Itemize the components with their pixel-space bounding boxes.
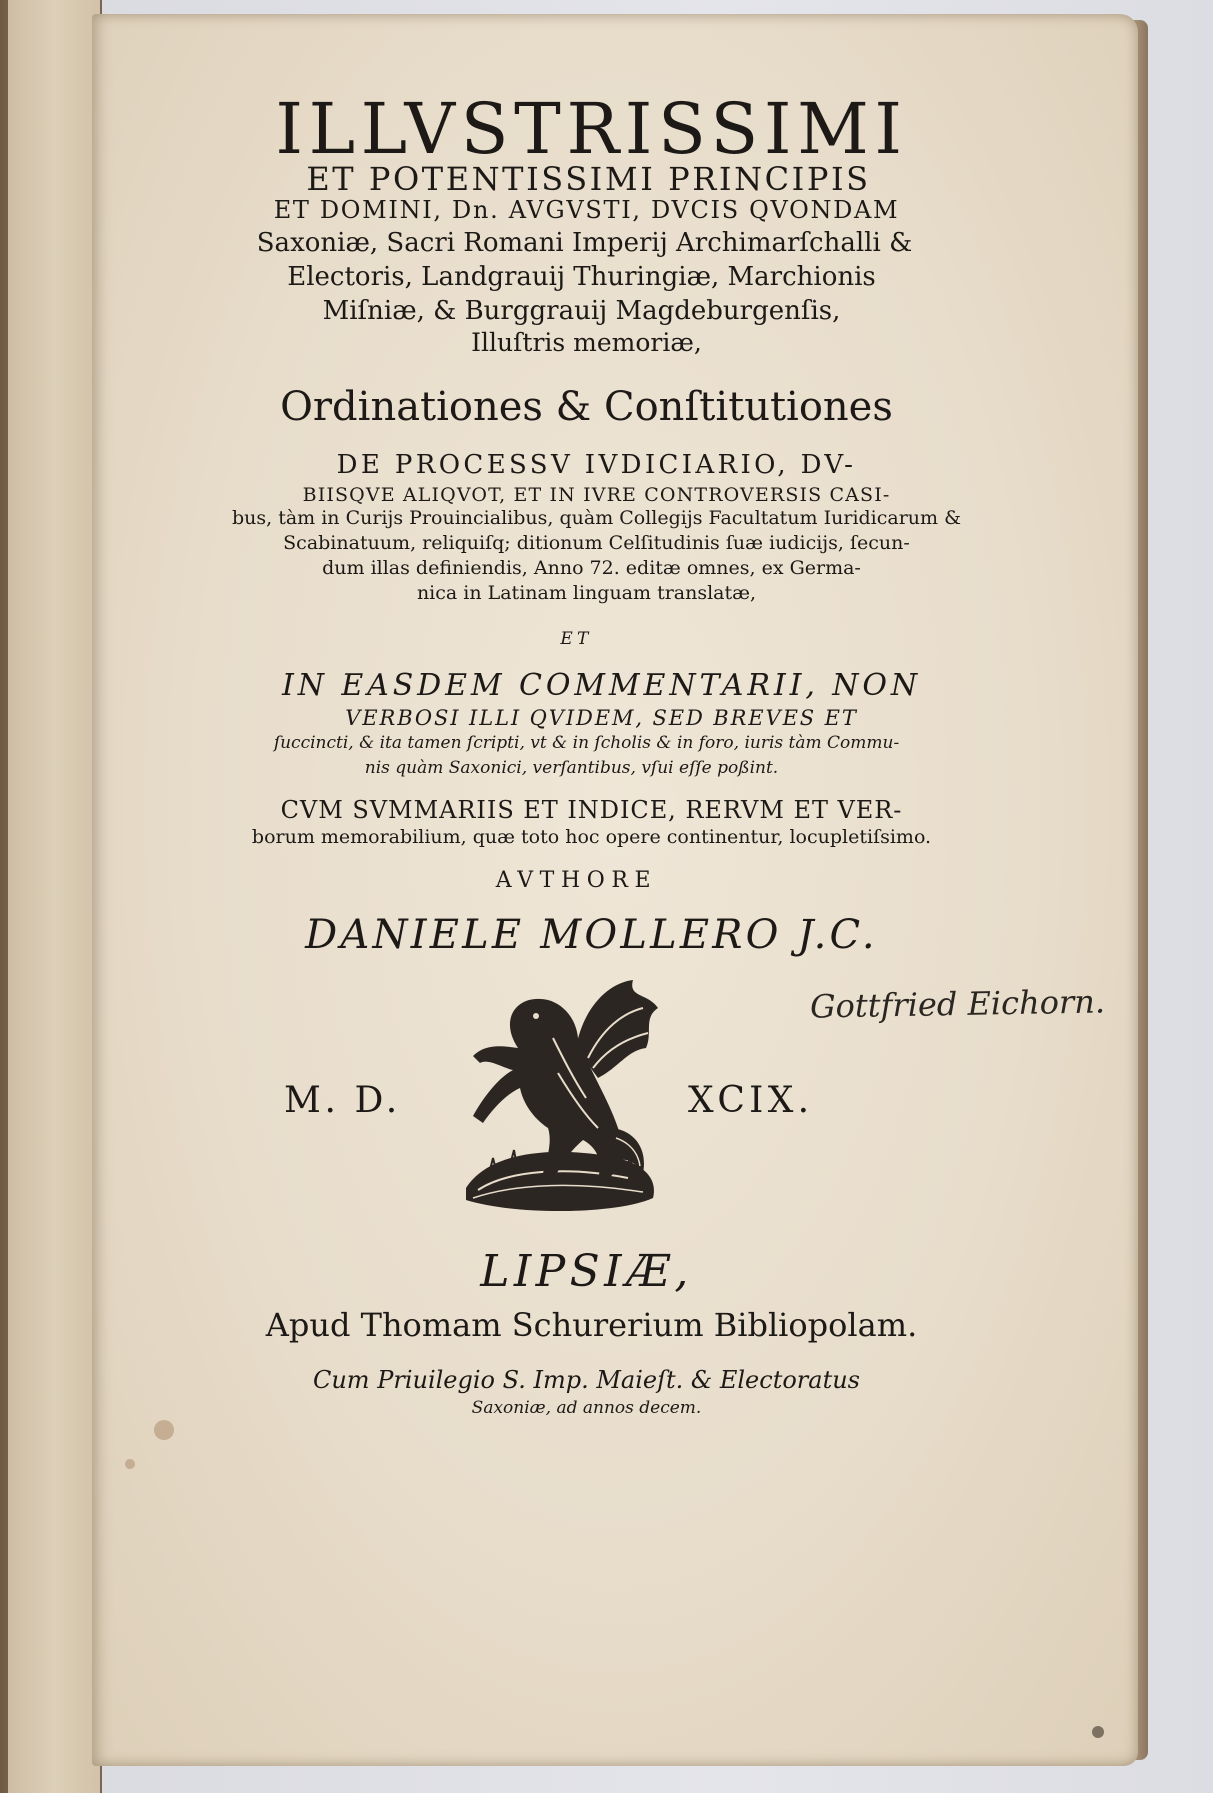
- description-line-5: dum illas definiendis, Anno 72. editæ omnes, ex Germa-: [322, 557, 861, 579]
- place-of-printing: LIPSIÆ,: [480, 1246, 693, 1297]
- title-line-5: Electoris, Landgrauij Thuringiæ, Marchionis: [287, 262, 876, 292]
- printer-line: Apud Thomam Schurerium Bibliopolam.: [265, 1306, 918, 1344]
- title-line-2: ET POTENTISSIMI PRINCIPIS: [306, 160, 871, 198]
- title-line-3: ET DOMINI, Dn. AVGVSTI, DVCIS QVONDAM: [273, 196, 900, 224]
- pegasus-emblem-icon: [458, 978, 664, 1230]
- description-line-6: nica in Latinam linguam translatæ,: [416, 582, 757, 604]
- paper-stain: [154, 1420, 174, 1440]
- description-line-2: BIISQVE ALIQVOT, ET IN IVRE CONTROVERSIS CASI-: [302, 484, 891, 506]
- summary-line-2: borum memorabilium, quæ toto hoc opere continentur, locupletiſsimo.: [251, 826, 932, 848]
- et-conjunction: ET: [560, 629, 593, 649]
- privilege-line-2: Saxoniæ, ad annos decem.: [471, 1398, 702, 1418]
- authore-label: AVTHORE: [495, 868, 658, 893]
- commentary-line-2: VERBOSI ILLI QVIDEM, SED BREVES ET: [345, 706, 858, 730]
- commentary-line-4: nis quàm Saxonici, verſantibus, vſui eſſe poßint.: [364, 758, 779, 778]
- author-name: DANIELE MOLLERO J.C.: [305, 912, 878, 958]
- commentary-line-3: ſuccincti, & ita tamen ſcripti, vt & in ſcholis & in foro, iuris tàm Commu-: [273, 733, 900, 753]
- handwritten-signature: Gottfried Eichorn.: [809, 982, 1106, 1026]
- paper-stain: [125, 1459, 135, 1469]
- ordinationes-heading: Ordinationes & Conſtitutiones: [280, 384, 893, 430]
- title-line-4: Saxoniæ, Sacri Romani Imperij Archimarſchalli &: [256, 228, 913, 258]
- year-left: M. D.: [284, 1080, 401, 1121]
- description-line-4: Scabinatuum, reliquiſq; ditionum Celſitudinis ſuæ iudicijs, ſecun-: [283, 532, 910, 554]
- summary-line-1: CVM SVMMARIIS ET INDICE, RERVM ET VER-: [280, 796, 903, 824]
- description-line-3: bus, tàm in Curijs Prouincialibus, quàm Collegijs Facultatum Iuridicarum &: [231, 507, 962, 529]
- description-line-1: DE PROCESSV IVDICIARIO, DV-: [336, 450, 857, 480]
- paper-stain: [1092, 1726, 1104, 1738]
- title-line-7: Illuſtris memoriæ,: [471, 328, 702, 357]
- commentary-line-1: IN EASDEM COMMENTARII, NON: [282, 668, 921, 703]
- title-line-6: Miſniæ, & Burggrauij Magdeburgenſis,: [322, 296, 841, 326]
- privilege-line-1: Cum Priuilegio S. Imp. Maieſt. & Electoratus: [312, 1366, 860, 1394]
- title-line-1: ILLVSTRISSIMI: [275, 88, 908, 170]
- year-right: XCIX.: [688, 1080, 814, 1121]
